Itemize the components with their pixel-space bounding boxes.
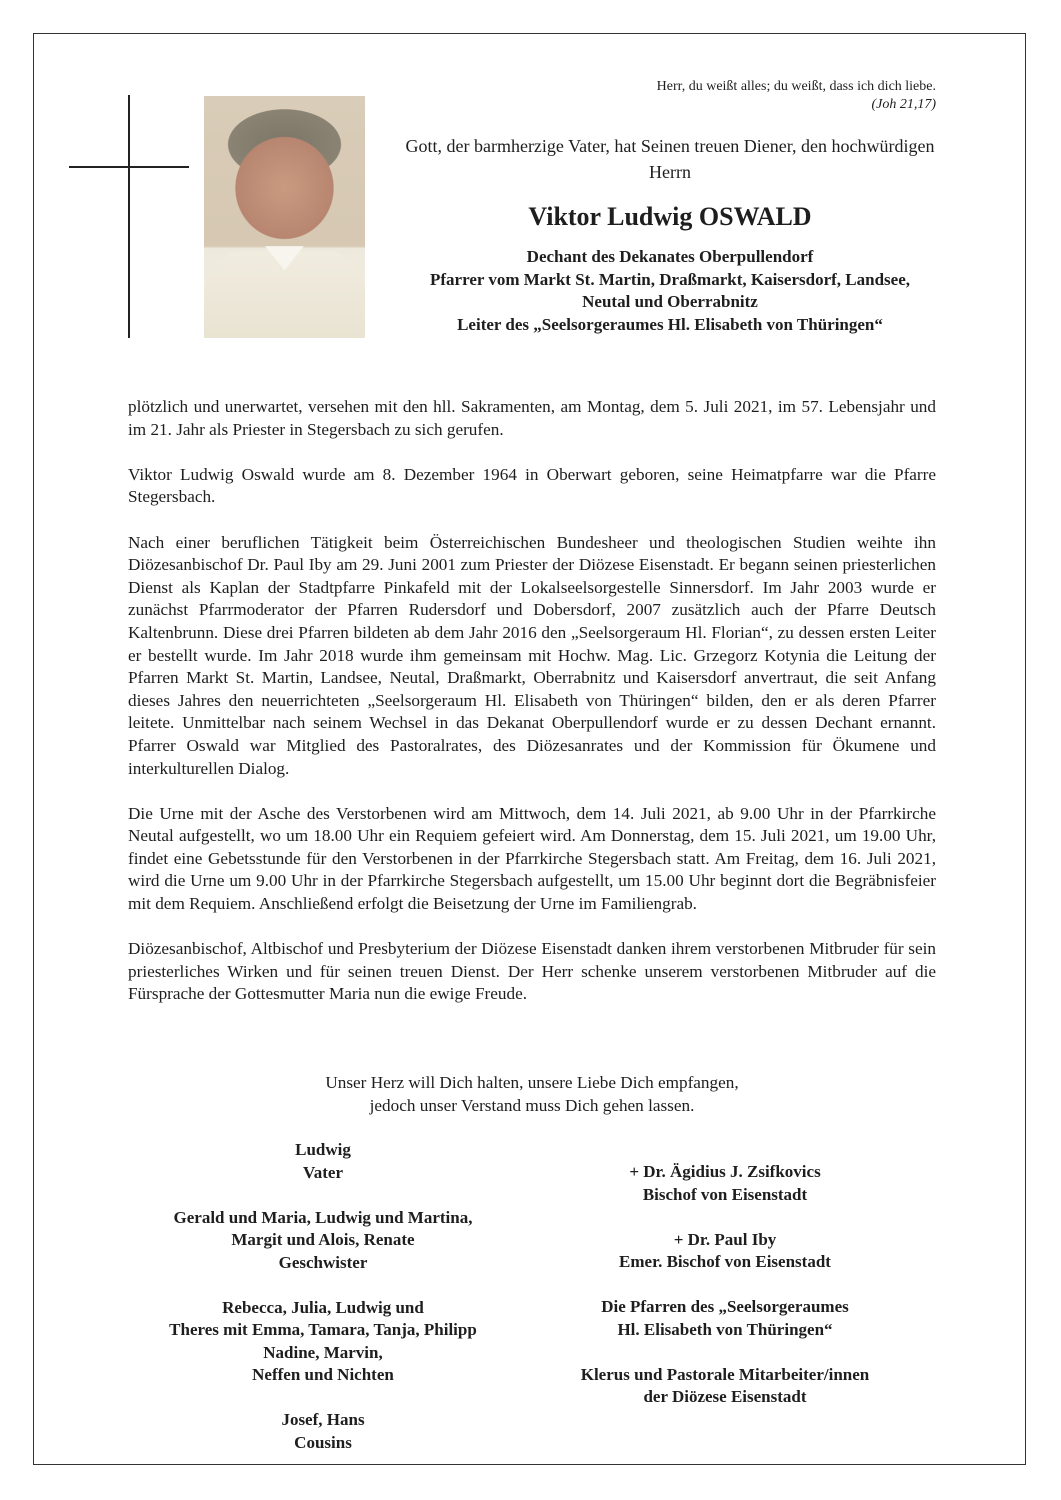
mourner-group-clergy-staff bbox=[530, 1364, 920, 1409]
mourner-line: + Dr. Paul Iby bbox=[673, 1229, 777, 1249]
obituary-body bbox=[128, 396, 936, 1029]
title-line: Neutal und Oberrabnitz bbox=[582, 292, 758, 311]
intro-line-2: Herrn bbox=[649, 162, 691, 182]
title-line: Leiter des „Seelsorgeraumes Hl. Elisabeth von Thüringen“ bbox=[457, 314, 883, 334]
cross-horizontal-bar bbox=[69, 166, 189, 168]
paragraph-birth: Viktor Ludwig Oswald wurde am 8. Dezember 1964 in Oberwart geboren, seine Heimatpfarre war die Pfarre Stegersbach. bbox=[128, 464, 936, 507]
mourners-clergy bbox=[530, 1161, 920, 1431]
mourner-line: Theres mit Emma, Tamara, Tanja, Philipp bbox=[169, 1320, 477, 1339]
mourner-line: Rebecca, Julia, Ludwig und bbox=[222, 1297, 424, 1317]
mourner-relation: Neffen und Nichten bbox=[252, 1365, 394, 1384]
paragraph-career: Nach einer beruflichen Tätigkeit beim Österreichischen Bundesheer und theologischen Studien weihte ihn Diözesanbischof Dr. Paul Iby am 29. Juni 2001 zum Priester der Diözese Eisenstadt. Er begann seinen priesterlichen Dienst als Kaplan der Stadtpfarre Pinkafeld mit der Lokalseelsorgestelle Sinnersdorf. Im Jahr 2003 wurde er zunächst Pfarrmoderator der Pfarren Rudersdorf und Dobersdorf, 2007 zusätzlich auch der Pfarre Deutsch Kaltenbrunn. Diese drei Pfarren bildeten ab dem Jahr 2016 den „Seelsorgeraum Hl. Florian“, zu dessen ersten Leiter er bestellt wurde. Im Jahr 2018 wurde ihm gemeinsam mit Hochw. Mag. Lic. Grzegorz Kotynia die Leitung der Pfarren Markt St. Martin, Landsee, Neutal, Draßmarkt, Oberrabnitz und Kaisersdorf anvertraut, die seit Anfang dieses Jahres den neuerrichteten „Seelsorgeraum Hl. Elisabeth von Thüringen“ bilden, den er als deren Pfarrer leitete. Unmittelbar nach seinem Wechsel in das Dekanat Oberpullendorf wurde er zu dessen Dechant ernannt. Pfarrer Oswald war Mitglied des Pastoralrates, des Diözesanrates und der Kommission für Ökumene und interkulturellen Dialog. bbox=[128, 532, 936, 778]
title-line: Pfarrer vom Markt St. Martin, Draßmarkt, Kaisersdorf, Landsee, bbox=[429, 269, 910, 289]
intro-line-1: Gott, der barmherzige Vater, hat Seinen treuen Diener, den hochwürdigen bbox=[405, 136, 935, 156]
mourner-line: Die Pfarren des „Seelsorgeraumes bbox=[601, 1297, 849, 1316]
mourner-line: Klerus und Pastorale Mitarbeiter/innen bbox=[580, 1364, 870, 1384]
mourner-relation: Bischof von Eisenstadt bbox=[642, 1184, 808, 1204]
mourner-relation: Geschwister bbox=[278, 1252, 368, 1272]
mourner-line: Ludwig bbox=[295, 1140, 351, 1159]
mourner-relation: Emer. Bischof von Eisenstadt bbox=[619, 1252, 831, 1271]
mourners-family bbox=[128, 1139, 518, 1477]
verse-line-1: Unser Herz will Dich halten, unsere Liebe Dich empfangen, bbox=[325, 1073, 739, 1092]
portrait-photo bbox=[204, 96, 365, 338]
mourner-line: + Dr. Ägidius J. Zsifkovics bbox=[629, 1162, 821, 1181]
mourner-relation: Vater bbox=[303, 1162, 343, 1182]
deceased-titles bbox=[380, 246, 960, 336]
mourner-group-siblings bbox=[128, 1207, 518, 1275]
mourner-group-cousins bbox=[128, 1409, 518, 1454]
mourner-group-bishop bbox=[530, 1161, 920, 1206]
mourner-relation: Cousins bbox=[294, 1432, 352, 1452]
mourner-group-nephews-nieces bbox=[128, 1297, 518, 1387]
intro-text bbox=[380, 133, 960, 185]
verse-line-2: jedoch unser Verstand muss Dich gehen lassen. bbox=[369, 1095, 695, 1115]
paragraph-death-notice: plötzlich und unerwartet, versehen mit den hll. Sakramenten, am Montag, dem 5. Juli 2021, im 57. Lebensjahr und im 21. Jahr als Priester in Stegersbach zu sich gerufen. bbox=[128, 397, 936, 439]
cross-vertical-bar bbox=[128, 95, 130, 338]
mourner-line: Margit und Alois, Renate bbox=[231, 1230, 415, 1249]
quote-text: Herr, du weißt alles; du weißt, dass ich dich liebe. bbox=[656, 79, 936, 94]
quote-reference: (Joh 21,17) bbox=[871, 97, 936, 112]
mourner-group-emeritus-bishop bbox=[530, 1229, 920, 1274]
mourner-line: der Diözese Eisenstadt bbox=[643, 1387, 807, 1406]
mourner-group-father bbox=[128, 1139, 518, 1184]
mourner-line: Nadine, Marvin, bbox=[263, 1342, 383, 1362]
memorial-verse bbox=[128, 1072, 936, 1117]
deceased-name: Viktor Ludwig OSWALD bbox=[528, 202, 812, 231]
title-line: Dechant des Dekanates Oberpullendorf bbox=[526, 247, 814, 266]
mourner-group-parishes bbox=[530, 1296, 920, 1341]
mourner-line: Josef, Hans bbox=[281, 1410, 365, 1429]
mourner-line: Hl. Elisabeth von Thüringen“ bbox=[617, 1319, 833, 1339]
paragraph-thanks: Diözesanbischof, Altbischof und Presbyterium der Diözese Eisenstadt danken ihrem verstorbenen Mitbruder für sein priesterliches Wirken und für seinen treuen Dienst. Der Herr schenke unserem verstorbenen Mitbruder auf die Fürsprache der Gottesmutter Maria nun die ewige Freude. bbox=[128, 939, 936, 1004]
bible-quote bbox=[657, 78, 936, 114]
paragraph-funeral-details: Die Urne mit der Asche des Verstorbenen wird am Mittwoch, dem 14. Juli 2021, ab 9.00 Uhr in der Pfarrkirche Neutal aufgestellt, wo um 18.00 Uhr ein Requiem gefeiert wird. Am Donnerstag, dem 15. Juli 2021, um 19.00 Uhr, findet eine Gebetsstunde für den Verstorbenen in der Pfarrkirche Stegersbach statt. Am Freitag, dem 16. Juli 2021, wird die Urne um 9.00 Uhr in der Pfarrkirche Stegersbach aufgestellt, um 15.00 Uhr beginnt dort die Begräbnisfeier mit dem Requiem. Anschließend erfolgt die Beisetzung der Urne im Familiengrab. bbox=[128, 803, 936, 914]
mourner-line: Gerald und Maria, Ludwig und Martina, bbox=[173, 1207, 473, 1227]
